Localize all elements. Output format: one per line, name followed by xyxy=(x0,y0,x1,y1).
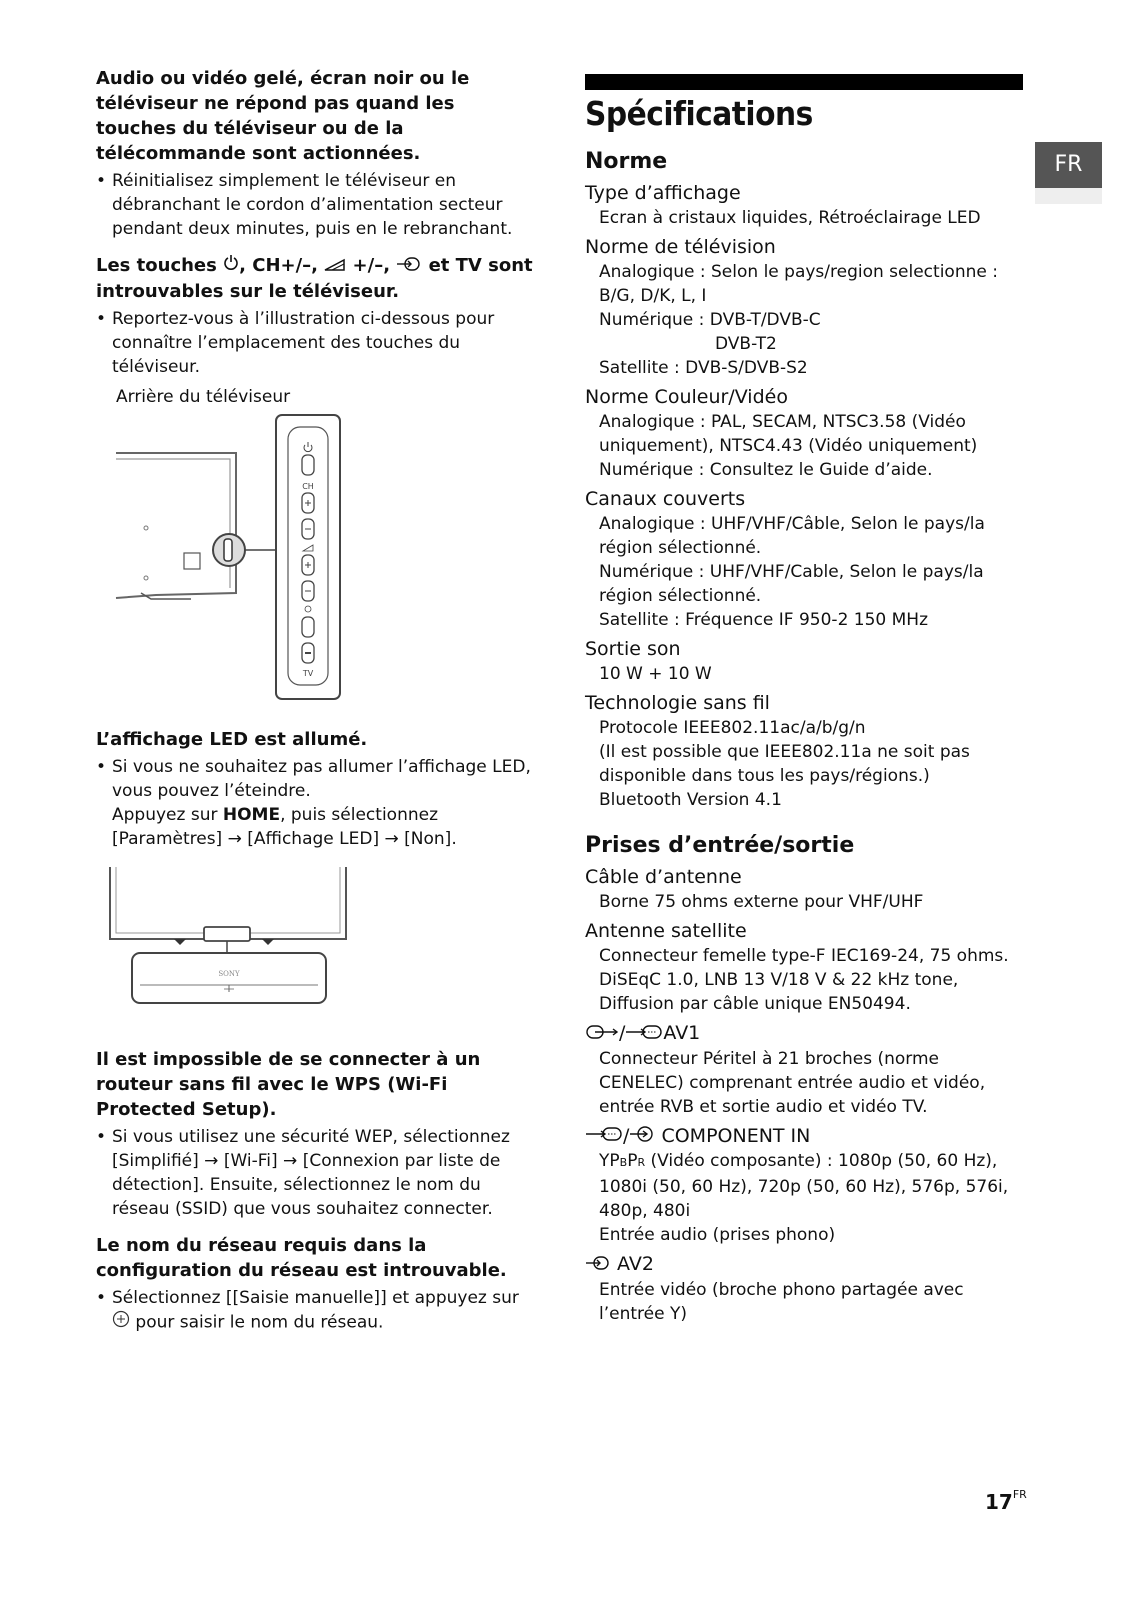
heading-buttons-missing: Les touches , CH+/–, +/–, et TV sont introuvables sur le téléviseur. xyxy=(96,255,533,302)
bullet-reset: • Réinitialisez simplement le téléviseur en débranchant le cordon d’alimentation secteur pendant deux minutes, puis en le rebranchant. xyxy=(96,169,536,241)
heading-frozen-av: Audio ou vidéo gelé, écran noir ou le téléviseur ne répond pas quand les touches du téléviseur ou de la télécommande sont actionnées. xyxy=(96,68,470,164)
value-tv-digital: Numérique : DVB-T/DVB-C xyxy=(599,310,821,330)
value-channels-analog: Analogique : UHF/VHF/Câble, Selon le pays/la région sélectionné. xyxy=(599,514,985,558)
power-icon xyxy=(223,254,239,279)
value-satellite-antenna: Connecteur femelle type-F IEC169-24, 75 ohms. DiSEqC 1.0, LNB 13 V/18 V & 22 kHz tone, Diffusion par câble unique EN50494. xyxy=(599,946,1009,1014)
label-channels: Canaux couverts xyxy=(585,488,746,510)
label-color-standard: Norme Couleur/Vidéo xyxy=(585,386,788,408)
label-av2: AV2 xyxy=(585,1251,1025,1278)
value-channels-digital: Numérique : UHF/VHF/Cable, Selon le pays/la région sélectionné. xyxy=(599,562,984,606)
language-tab-strip xyxy=(1035,188,1102,204)
value-display-type: Ecran à cristaux liquides, Rétroéclairage LED xyxy=(599,208,981,228)
value-component: YPBPR (Vidéo composante) : 1080p (50, 60 Hz), 1080i (50, 60 Hz), 720p (50, 60 Hz), 576p, 576i, 480p, 480i xyxy=(599,1151,1009,1221)
section-prises: Prises d’entrée/sortie xyxy=(585,833,855,858)
label-wireless: Technologie sans fil xyxy=(585,692,770,714)
bullet-manual-entry: • Sélectionnez [[Saisie manuelle]] et appuyez sur pour saisir le nom du réseau. xyxy=(96,1286,536,1335)
bullet-wep: • Si vous utilisez une sécurité WEP, sélectionnez [Simplifié] → [Wi-Fi] → [Connexion par liste de détection]. Ensuite, sélectionnez le nom du réseau (SSID) que vous souhaitez connecter. xyxy=(96,1125,536,1221)
input-icon xyxy=(396,254,422,279)
value-color-analog: Analogique : PAL, SECAM, NTSC3.58 (Vidéo uniquement), NTSC4.43 (Vidéo uniquement) xyxy=(599,412,978,456)
panel-ch-label: CH xyxy=(302,481,314,491)
value-av1: Connecteur Péritel à 21 broches (norme CENELEC) comprenant entrée audio et vidéo, entrée RVB et sortie audio et vidéo TV. xyxy=(599,1048,986,1117)
component-in-icon xyxy=(585,1123,623,1149)
title-bar xyxy=(585,74,1023,90)
input-icon xyxy=(585,1252,611,1278)
right-column xyxy=(585,74,1025,1326)
home-key: HOME xyxy=(222,804,281,825)
value-tv-digital-2: DVB-T2 xyxy=(715,334,777,354)
language-tab: FR xyxy=(1035,142,1102,188)
section-norme: Norme xyxy=(585,149,668,174)
label-av1: / AV1 xyxy=(585,1020,1025,1047)
video-in-icon xyxy=(629,1123,655,1149)
tv-back-diagram xyxy=(96,413,536,703)
value-sound-output: 10 W + 10 W xyxy=(599,664,712,684)
scart-io-icon xyxy=(585,1021,619,1047)
value-wireless-note: (Il est possible que IEEE802.11a ne soit pas disponible dans tous les pays/régions.) xyxy=(599,742,970,786)
bullet-led-off: • Si vous ne souhaitez pas allumer l’affichage LED, vous pouvez l’éteindre. Appuyez sur HOME, puis sélectionnez [Paramètres] → [Affichage LED] → [Non]. xyxy=(96,755,536,851)
arrow-icon: → xyxy=(283,1150,298,1171)
left-column xyxy=(96,66,536,1335)
value-antenna: Borne 75 ohms externe pour VHF/UHF xyxy=(599,892,924,912)
label-component: / COMPONENT IN xyxy=(585,1123,1025,1150)
label-sound-output: Sortie son xyxy=(585,638,681,660)
tv-front-led-diagram xyxy=(96,867,536,1017)
value-bluetooth: Bluetooth Version 4.1 xyxy=(599,790,782,810)
value-component-audio: Entrée audio (prises phono) xyxy=(599,1225,836,1245)
value-av2: Entrée vidéo (broche phono partagée avec l’entrée Y) xyxy=(599,1279,964,1324)
page-number: $17^{FR}$ xyxy=(985,1488,1027,1514)
heading-network-name: Le nom du réseau requis dans la configuration du réseau est introuvable. xyxy=(96,1234,507,1281)
arrow-icon: → xyxy=(204,1150,219,1171)
enter-icon xyxy=(112,1310,130,1335)
label-tv-standard: Norme de télévision xyxy=(585,236,776,258)
heading-wps: Il est impossible de se connecter à un routeur sans fil avec le WPS (Wi-Fi Protected Setup). xyxy=(96,1048,481,1120)
value-tv-analog: Analogique : Selon le pays/region selectionne : B/G, D/K, L, I xyxy=(599,262,998,306)
value-color-digital: Numérique : Consultez le Guide d’aide. xyxy=(599,460,933,480)
arrow-icon: → xyxy=(384,828,399,849)
label-antenna: Câble d’antenne xyxy=(585,866,742,888)
panel-tv-label: TV xyxy=(302,668,314,678)
page-title: Spécifications xyxy=(585,94,813,133)
label-display-type: Type d’affichage xyxy=(585,182,741,204)
caption-tv-back: Arrière du téléviseur xyxy=(116,386,291,407)
bullet-see-illustration: • Reportez-vous à l’illustration ci-dessous pour connaître l’emplacement des touches du téléviseur. xyxy=(96,307,536,379)
value-channels-satellite: Satellite : Fréquence IF 950-2 150 MHz xyxy=(599,610,929,630)
arrow-icon: → xyxy=(227,828,242,849)
volume-icon xyxy=(324,254,346,279)
value-wireless-protocol: Protocole IEEE802.11ac/a/b/g/n xyxy=(599,718,866,738)
scart-in-icon xyxy=(625,1021,663,1047)
sony-logo: SONY xyxy=(218,969,240,978)
label-satellite-antenna: Antenne satellite xyxy=(585,920,747,942)
heading-led-on: L’affichage LED est allumé. xyxy=(96,728,368,750)
value-tv-satellite: Satellite : DVB-S/DVB-S2 xyxy=(599,358,808,378)
